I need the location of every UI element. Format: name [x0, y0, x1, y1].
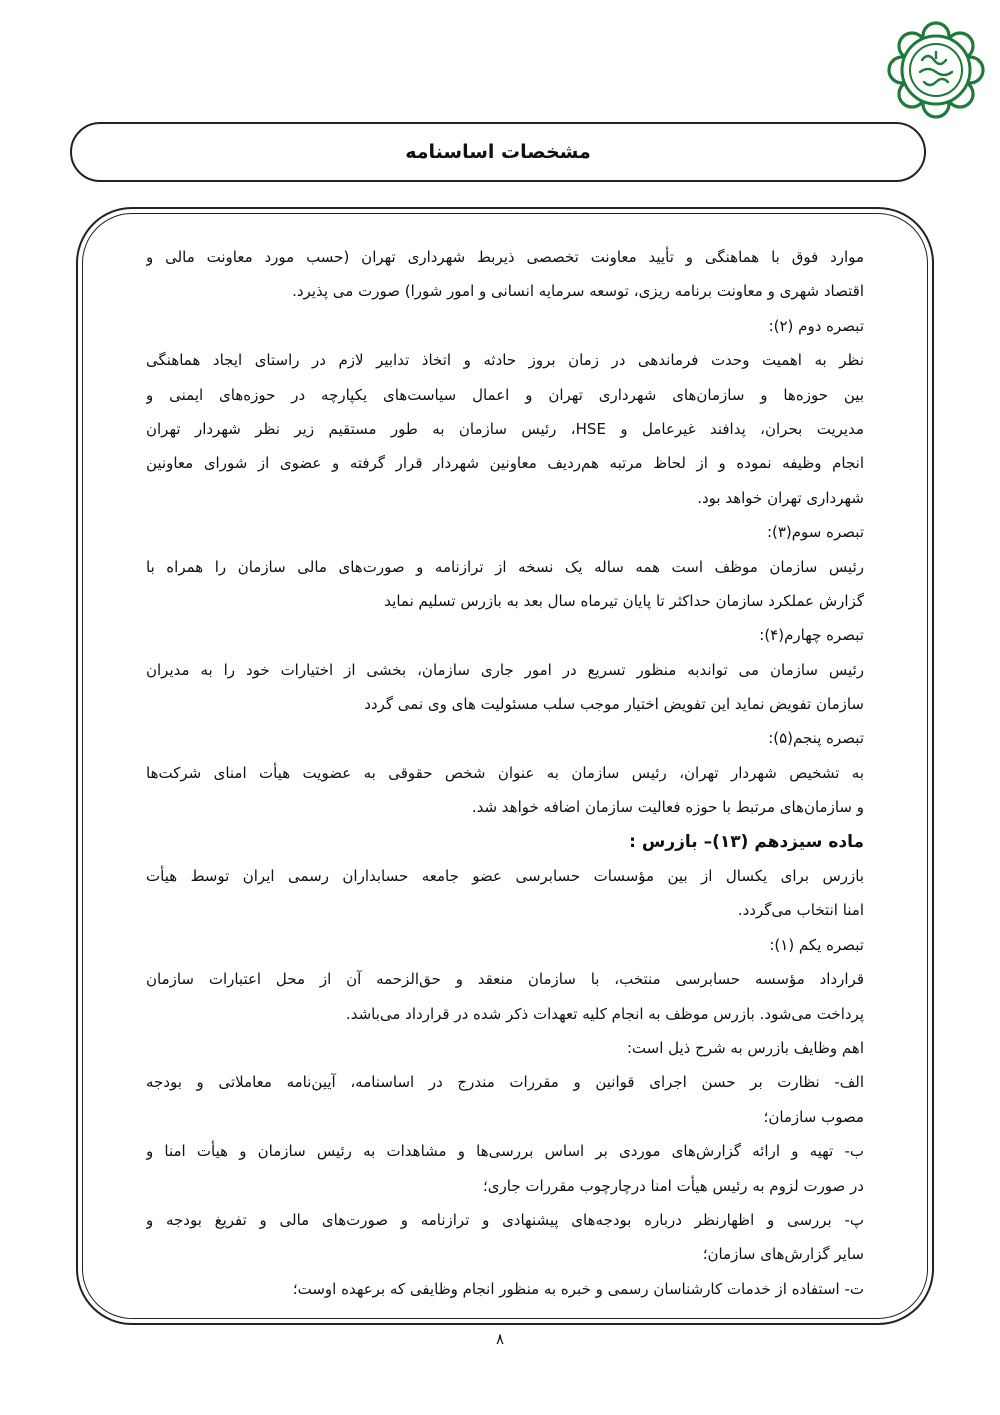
text-line: مصوب سازمان؛	[763, 1107, 864, 1126]
text-line: سایر گزارش‌های سازمان؛	[702, 1245, 864, 1264]
text-line: رئیس سازمان موظف است همه ساله یک نسخه از ترازنامه و صورت‌های مالی سازمان را همراه با	[146, 557, 864, 576]
text-line: موارد فوق با هماهنگی و تأیید معاونت تخصصی ذیربط شهرداری تهران (حسب مورد معاونت مالی و	[146, 248, 864, 266]
text-line: و سازمان‌های مرتبط با حوزه فعالیت سازمان اضافه خواهد شد.	[471, 798, 864, 817]
text-line: الف- نظارت بر حسن اجرای قوانین و مقررات مندرج در اساسنامه، آیین‌نامه معاملاتی و بودجه	[146, 1073, 864, 1092]
text-line: شهرداری تهران خواهد بود.	[697, 488, 864, 507]
text-line: بازرس برای یکسال از بین مؤسسات حسابرسی عضو جامعه حسابداران رسمی ایران توسط هیأت	[146, 867, 864, 886]
text-line: پرداخت می‌شود. بازرس موظف به انجام کلیه تعهدات ذکر شده در قرارداد می‌باشد.	[345, 1004, 864, 1023]
article-heading: ماده سیزدهم (۱۳)– بازرس :	[629, 831, 864, 852]
text-line: پ- بررسی و اظهارنظر درباره بودجه‌های پیشنهادی و ترازنامه و صورت‌های مالی و تفریغ بودجه و	[146, 1210, 864, 1229]
text-line: تبصره دوم (۲):	[768, 316, 864, 335]
text-line: ب- تهیه و ارائه گزارش‌های موردی بر اساس بررسی‌ها و مشاهدات به رئیس سازمان و هیأت امنا و	[146, 1142, 864, 1161]
text-line: در صورت لزوم به رئیس هیأت امنا درچارچوب مقررات جاری؛	[483, 1176, 864, 1195]
text-line: سازمان تفویض نماید این تفویض اختیار موجب سلب مسئولیت های وی نمی گردد	[364, 695, 864, 714]
text-line: انجام وظیفه نموده و از لحاظ مرتبه هم‌ردیف معاونین شهردار قرار گرفته و عضوی از شورای معاونین	[146, 454, 864, 473]
document-body	[146, 240, 864, 1306]
text-line: اقتصاد شهری و معاونت برنامه ریزی، توسعه سرمایه انسانی و امور شورا) صورت می پذیرد.	[292, 282, 864, 301]
section-title: مشخصات اساسنامه	[405, 141, 591, 163]
text-line: مدیریت بحران، پدافند غیرعامل و HSE، رئیس سازمان به طور مستقیم زیر نظر شهردار تهران	[146, 419, 864, 438]
text-line: رئیس سازمان می تواندبه منظور تسریع در امور جاری سازمان، بخشی از اختیارات خود را به مدیران	[146, 660, 864, 679]
text-line: قرارداد مؤسسه حسابرسی منتخب، با سازمان منعقد و حق‌الزحمه آن از محل اعتبارات سازمان	[146, 970, 864, 989]
text-line: تبصره پنجم(۵):	[768, 729, 864, 748]
section-title-box	[70, 122, 926, 182]
text-line: به تشخیص شهردار تهران، رئیس سازمان به عنوان شخص حقوقی به عضویت هیأت امنای شرکت‌ها	[146, 763, 864, 782]
text-line: تبصره یکم (۱):	[769, 935, 864, 954]
page-number: ۸	[495, 1330, 505, 1348]
text-line: اهم وظایف بازرس به شرح ذیل است:	[626, 1038, 864, 1057]
text-line: امنا انتخاب می‌گردد.	[737, 901, 864, 920]
text-line: تبصره چهارم(۴):	[759, 626, 864, 645]
text-line: تبصره سوم(۳):	[766, 523, 864, 542]
tehran-municipality-emblem-icon	[886, 20, 986, 120]
text-line: نظر به اهمیت وحدت فرماندهی در زمان بروز حادثه و اتخاذ تدابیر لازم در راستای ایجاد هماهنگی	[146, 351, 864, 370]
text-line: بین حوزه‌ها و سازمان‌های شهرداری تهران و اعمال سیاست‌های یکپارچه در حوزه‌های ایمنی و	[146, 385, 864, 404]
text-line: گزارش عملکرد سازمان حداکثر تا پایان تیرماه سال بعد به بازرس تسلیم نماید	[384, 591, 864, 610]
text-line: ت- استفاده از خدمات کارشناسان رسمی و خبره به منظور انجام وظایفی که برعهده اوست؛	[292, 1279, 864, 1298]
